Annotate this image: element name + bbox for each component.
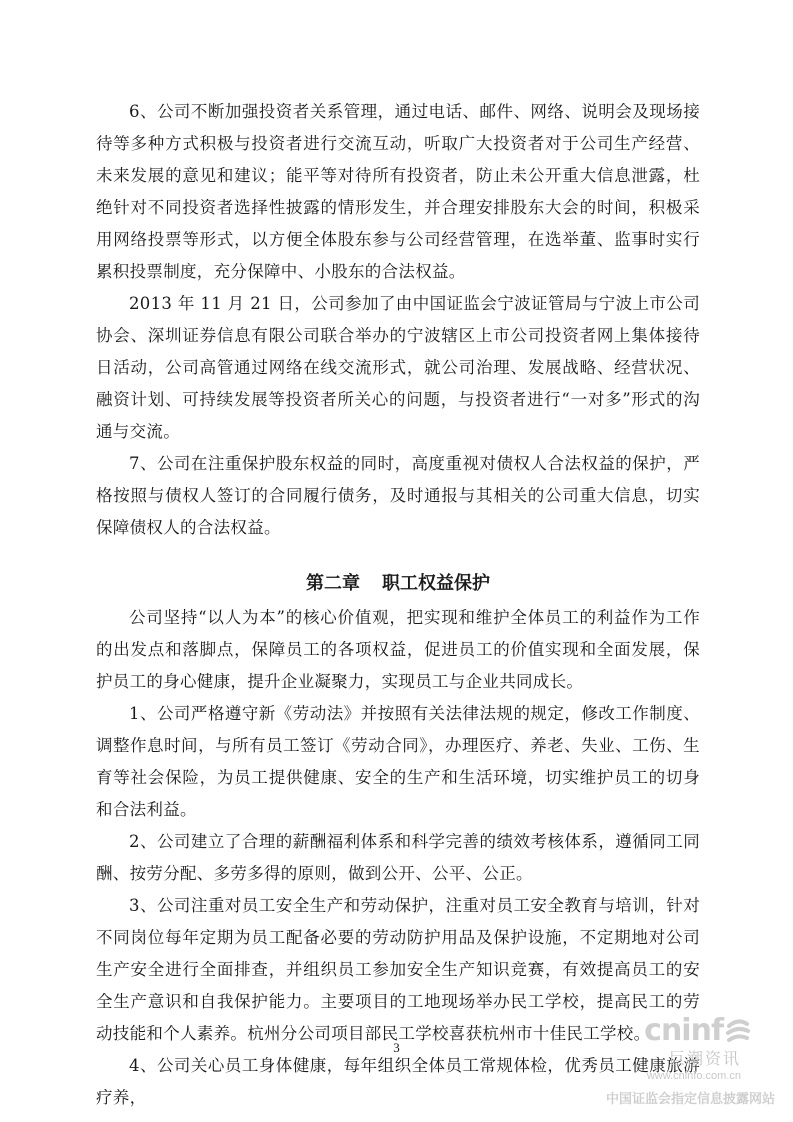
watermark-brand-cn: 巨潮资讯 xyxy=(668,1049,741,1068)
chapter-number: 第二章 xyxy=(306,573,360,594)
cninfo-watermark xyxy=(565,1008,775,1108)
watermark-brand: cninf xyxy=(644,1013,723,1048)
page-number: 3 xyxy=(393,1040,400,1055)
paragraph-item-4: 4、公司关心员工身体健康，每年组织全体员工常规体检，优秀员工健康旅游疗养， xyxy=(96,1056,700,1107)
paragraph-item-1: 1、公司严格遵守新《劳动法》并按照有关法律法规的规定，修改工作制度、调整作息时间，与所有员工签订《劳动合同》，办理医疗、养老、失业、工伤、生育等社会保险，为员工提供健康、安全的生产和生活环境，切实维护员工的切身和合法利益。 xyxy=(96,704,700,819)
watermark-url: www.cninfo.com.cn xyxy=(646,1070,741,1082)
paragraph-item-2: 2、公司建立了合理的薪酬福利体系和科学完善的绩效考核体系，遵循同工同酬、按劳分配、多劳多得的原则，做到公开、公平、公正。 xyxy=(96,832,700,883)
chapter-title: 职工权益保护 xyxy=(382,573,490,594)
paragraph-item-7: 7、公司在注重保护股东权益的同时，高度重视对债权人合法权益的保护，严格按照与债权人签订的合同履行债务，及时通报与其相关的公司重大信息，切实保障债权人的合法权益。 xyxy=(96,454,700,537)
paragraph-intro: 公司坚持“以人为本”的核心价值观，把实现和维护全体员工的利益作为工作的出发点和落脚点，保障员工的各项权益，促进员工的价值实现和全面发展，保护员工的身心健康，提升企业凝聚力，实现员工与企业共同成长。 xyxy=(96,608,700,691)
chapter-heading xyxy=(96,568,700,600)
page-content xyxy=(96,96,700,1114)
cninfo-logo xyxy=(644,1008,751,1046)
paragraph-item-6: 6、公司不断加强投资者关系管理，通过电话、邮件、网络、说明会及现场接待等多种方式积极与投资者进行交流互动，听取广大投资者对于公司生产经营、未来发展的意见和建议；能平等对待所有投资者，防止未公开重大信息泄露，杜绝针对不同投资者选择性披露的情形发生，并合理安排股东大会的时间，积极采用网络投票等形式，以方便全体股东参与公司经营管理，在选举董、监事时实行累积投票制度，充分保障中、小股东的合法权益。 xyxy=(96,102,700,281)
paragraph-item-3: 3、公司注重对员工安全生产和劳动保护，注重对员工安全教育与培训，针对不同岗位每年定期为员工配备必要的劳动防护用品及保护设施，不定期地对公司生产安全进行全面排查，并组织员工参加安全生产知识竞赛，有效提高员工的安全生产意识和自我保护能力。主要项目的工地现场举办民工学校，提高民工的劳动技能和个人素养。杭州分公司项目部民工学校喜获杭州市十佳民工学校。 xyxy=(96,896,700,1043)
paragraph-investor-day: 2013 年 11 月 21 日，公司参加了由中国证监会宁波证管局与宁波上市公司协会、深圳证券信息有限公司联合举办的宁波辖区上市公司投资者网上集体接待日活动，公司高管通过网络在线交流形式，就公司治理、发展战略、经营状况、融资计划、可持续发展等投资者所关心的问题，与投资者进行“一对多”形式的沟通与交流。 xyxy=(96,294,700,441)
cninfo-swirl-icon xyxy=(725,1016,751,1046)
watermark-slogan: 中国证监会指定信息披露网站 xyxy=(605,1092,775,1107)
